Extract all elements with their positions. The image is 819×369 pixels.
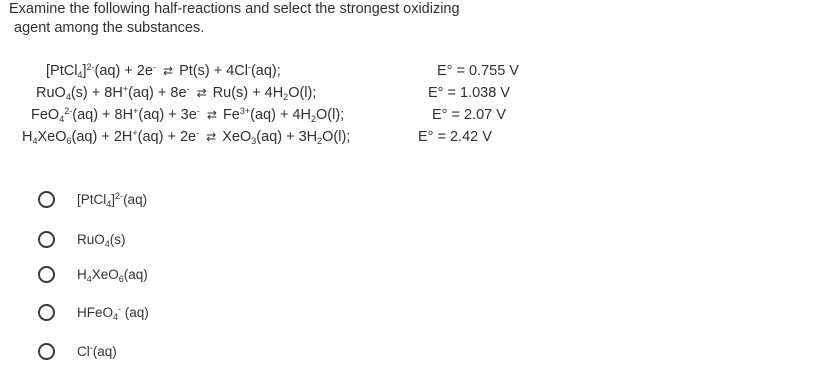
- equilibrium-arrow-icon: ⇄: [206, 108, 216, 122]
- radio-button[interactable]: [38, 191, 55, 208]
- potential-2: E° = 1.038 V: [428, 85, 510, 101]
- half-reaction-3: FeO$_4^{2-}$(aq) + 8H+(aq) + 3e- ⇄ $Fe^{3+}(aq) + 4H_2O(l)$;: [31, 106, 345, 124]
- option-label: Cl-(aq): [77, 342, 117, 359]
- option-label: [PtCl$_4$]$^{2-}$(aq): [77, 190, 148, 209]
- radio-button[interactable]: [38, 304, 55, 321]
- option-ptcl4[interactable]: [38, 186, 147, 212]
- radio-button[interactable]: [38, 231, 55, 248]
- half-reaction-1: [PtCl$_4$]$^{2-}$(aq) + 2e- ⇄ Pt(s) + 4Cl-(aq);: [46, 62, 281, 80]
- potential-1: E° = 0.755 V: [437, 63, 519, 79]
- option-label: RuO$_4$(s): [77, 231, 126, 249]
- option-ruo4[interactable]: [38, 226, 126, 252]
- option-hfeo4[interactable]: [38, 299, 149, 325]
- equilibrium-arrow-icon: ⇄: [196, 86, 206, 100]
- option-label: $H_4XeO_6(aq)$: [77, 266, 148, 284]
- option-label: HFeO$_4$- (aq): [77, 303, 149, 322]
- question-line-2: agent among the substances.: [14, 20, 205, 36]
- potential-3: E° = 2.07 V: [432, 107, 506, 123]
- half-reaction-2: RuO$_4$(s) + 8H+(aq) + 8e- ⇄ $Ru(s) + 4H_2O(l)$;: [36, 84, 317, 102]
- radio-button[interactable]: [38, 266, 55, 283]
- option-cl[interactable]: [38, 338, 117, 364]
- half-reaction-4: $H_4XeO_6(aq) + 2H^+(aq) + 2e^-$ ⇄ $XeO_3(aq) + 3H_2O(l)$;: [22, 128, 351, 146]
- question-text: [9, 0, 569, 38]
- radio-button[interactable]: [38, 343, 55, 360]
- equilibrium-arrow-icon: ⇄: [162, 64, 173, 78]
- potential-4: E° = 2.42 V: [418, 129, 492, 145]
- equilibrium-arrow-icon: ⇄: [206, 130, 216, 144]
- question-line-1: Examine the following half-reactions and select the strongest oxidizing: [9, 1, 460, 17]
- option-h4xeo6[interactable]: [38, 261, 148, 287]
